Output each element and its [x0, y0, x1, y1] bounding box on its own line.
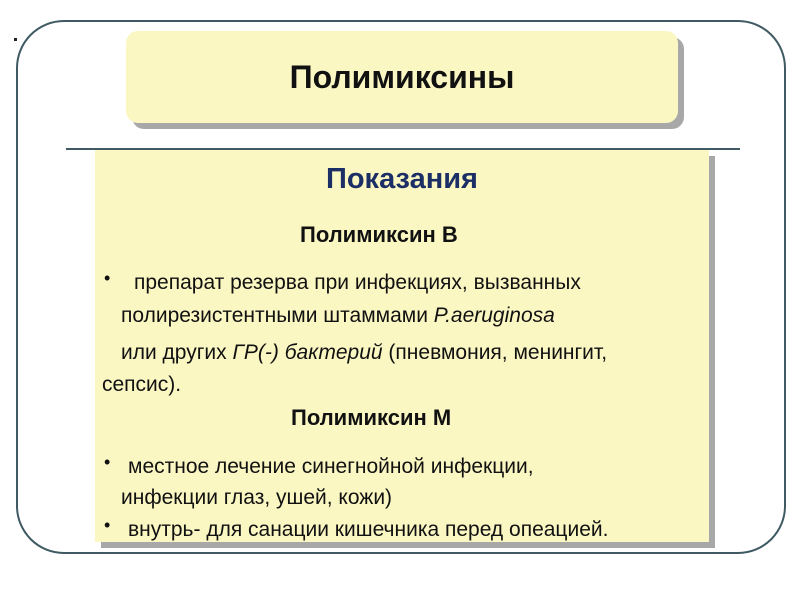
text-span: (пневмония, менингит,: [382, 341, 608, 364]
section-heading: Показания: [326, 163, 478, 195]
bullet-marker: •: [104, 515, 111, 535]
title-box: [126, 31, 678, 123]
text-line: [121, 341, 607, 365]
text-line: инфекции глаз, ушей, кожи): [121, 486, 393, 509]
bullet-marker: •: [104, 452, 111, 472]
subtitle-polymyxin-b: Полимиксин В: [300, 222, 458, 247]
subtitle-polymyxin-m: Полимиксин М: [291, 405, 452, 430]
species-name: P.aeruginosa: [433, 304, 555, 327]
text-line: препарат резерва при инфекциях, вызванных: [134, 271, 581, 294]
text-span: полирезистентными штаммами: [121, 304, 434, 327]
bacteria-term: ГР(-) бактерий: [232, 341, 383, 364]
corner-dot: [14, 38, 17, 41]
text-line: сепсис).: [102, 373, 182, 396]
text-span: или других: [121, 341, 233, 364]
text-line: местное лечение синегнойной инфекции,: [128, 455, 534, 478]
text-line: внутрь- для санации кишечника перед опеацией.: [128, 518, 609, 541]
slide-title: Полимиксины: [289, 58, 515, 95]
bullet-marker: •: [104, 268, 111, 288]
text-line: [121, 304, 555, 328]
